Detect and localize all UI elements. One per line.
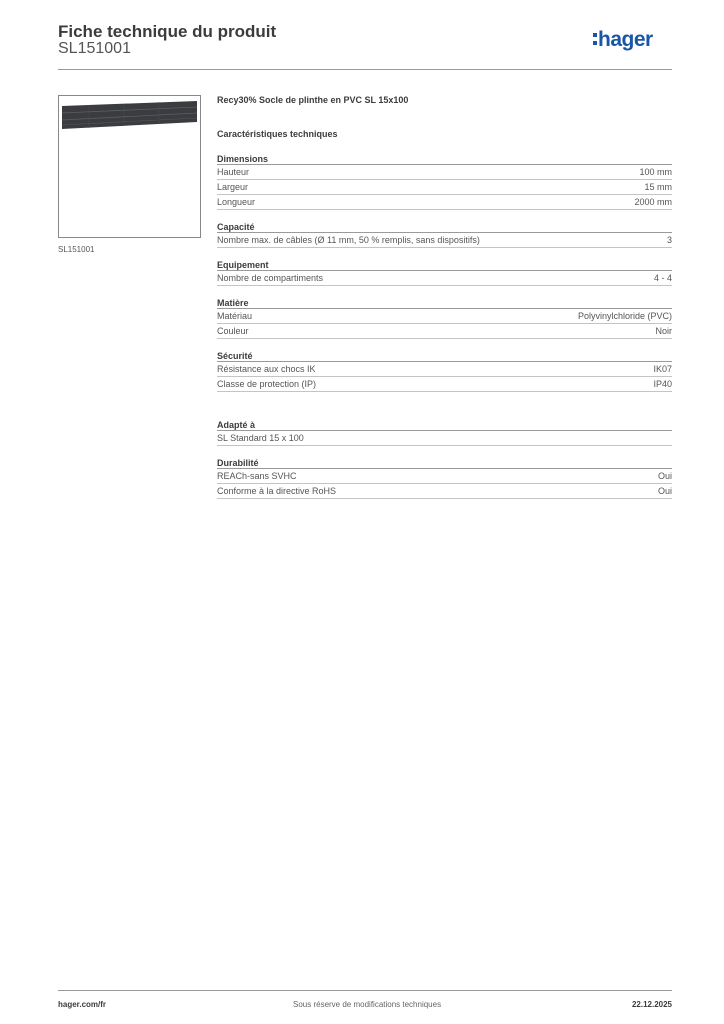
section-title: Dimensions: [217, 150, 672, 165]
section-gap: [217, 446, 672, 454]
spec-label: Couleur: [217, 326, 249, 336]
spec-label: Résistance aux chocs IK: [217, 364, 316, 374]
spec-content: [217, 95, 672, 507]
tech-heading: Caractéristiques techniques: [217, 129, 338, 139]
spec-row: [217, 362, 672, 377]
spec-label: Nombre de compartiments: [217, 273, 324, 283]
section-title: Adapté à: [217, 416, 672, 431]
spec-label: Classe de protection (IP): [217, 379, 317, 389]
spec-value: Oui: [657, 471, 672, 481]
page-footer: [58, 990, 672, 1016]
spec-row: [217, 195, 672, 210]
footer-website[interactable]: hager.com/fr: [58, 1000, 107, 1009]
section-gap: [217, 248, 672, 256]
footer-date: 22.12.2025: [631, 1000, 672, 1009]
logo-dot-bottom: [593, 41, 597, 45]
section-title: Sécurité: [217, 347, 672, 362]
section-gap: [217, 392, 672, 416]
spec-row: [217, 469, 672, 484]
section-gap: [217, 339, 672, 347]
spec-row: [217, 309, 672, 324]
spec-row: [217, 431, 672, 446]
spec-label: Hauteur: [217, 167, 250, 177]
skirting-profile: [62, 101, 197, 129]
page-header: [58, 20, 672, 70]
product-image: [58, 95, 201, 238]
spec-value: Oui: [657, 486, 672, 496]
product-reference: SL151001: [58, 40, 131, 57]
spec-row: [217, 233, 672, 248]
spec-label: Largeur: [217, 182, 249, 192]
page-title: Fiche technique du produit: [58, 22, 277, 41]
footer-disclaimer: Sous réserve de modifications techniques: [293, 1000, 442, 1009]
section-gap: [217, 499, 672, 507]
section-gap: [217, 286, 672, 294]
spec-row: [217, 377, 672, 392]
section-title: Durabilité: [217, 454, 672, 469]
spec-value: 15 mm: [644, 182, 672, 192]
section-title: Matière: [217, 294, 672, 309]
product-photo-icon: [59, 96, 200, 237]
spec-label: Longueur: [217, 197, 256, 207]
spec-label: Nombre max. de câbles (Ø 11 mm, 50 % remplis, sans dispositifs): [217, 235, 480, 245]
spec-sections: [217, 150, 672, 507]
spec-label: Conforme à la directive RoHS: [217, 486, 337, 496]
spec-value: 3: [666, 235, 672, 245]
spec-label: SL Standard 15 x 100: [217, 433, 304, 443]
logo-wordmark: hager: [598, 28, 653, 51]
spec-value: IP40: [653, 379, 672, 389]
spec-row: [217, 324, 672, 339]
image-caption: SL151001: [58, 245, 95, 254]
spec-row: [217, 180, 672, 195]
spec-row: [217, 165, 672, 180]
spec-label: Matériau: [217, 311, 253, 321]
product-name: Recy30% Socle de plinthe en PVC SL 15x100: [217, 95, 409, 105]
spec-row: [217, 271, 672, 286]
hager-logo: [592, 27, 672, 53]
spec-label: REACh-sans SVHC: [217, 471, 297, 481]
spec-value: 100 mm: [639, 167, 672, 177]
spec-value: Polyvinylchloride (PVC): [577, 311, 672, 321]
spec-value: 2000 mm: [634, 197, 672, 207]
section-title: Equipement: [217, 256, 672, 271]
spec-value: 4 - 4: [653, 273, 672, 283]
spec-value: IK07: [653, 364, 672, 374]
spec-value: Noir: [655, 326, 672, 336]
spec-row: [217, 484, 672, 499]
logo-dot-top: [593, 33, 597, 37]
section-gap: [217, 210, 672, 218]
section-title: Capacité: [217, 218, 672, 233]
